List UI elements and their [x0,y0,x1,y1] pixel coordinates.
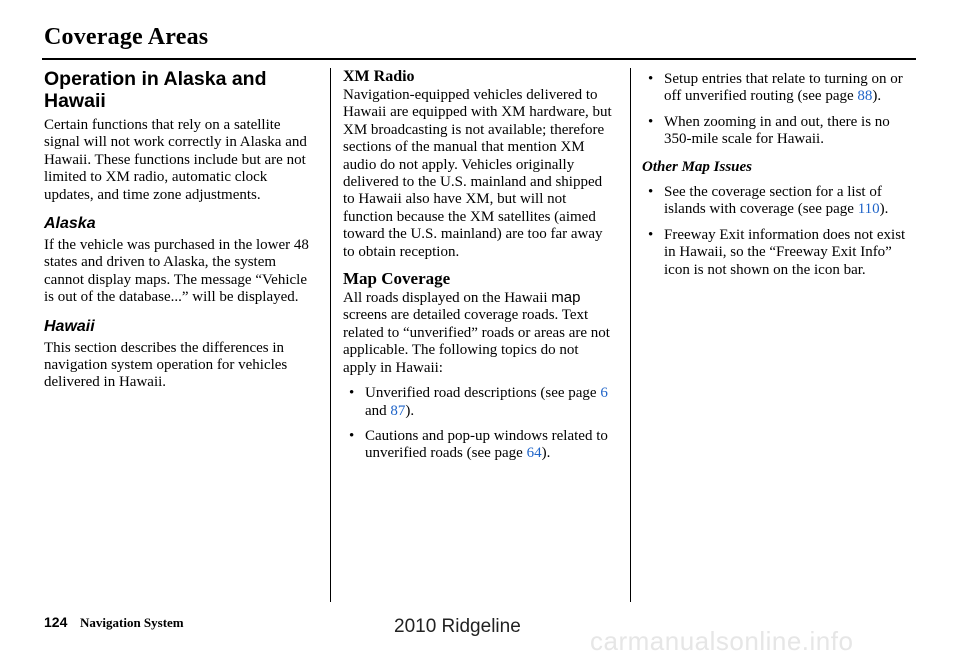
list-item: • See the coverage section for a list of islands with coverage (see page 110). [648,184,889,218]
intro-paragraph: Certain functions that rely on a satellite signal will not work correctly in Alaska and Hawaii. These functions include but are not limited to XM radio, automatic clock updates, and time zone adjustments. [44,117,307,203]
column-divider [330,68,331,602]
page-link[interactable]: 64 [526,445,542,462]
list-item: • Unverified road descriptions (see page 6 and 87). [349,385,608,419]
other-issues-list [642,184,914,279]
page-link[interactable]: 110 [857,201,880,218]
section-heading-line1: Operation in Alaska and [44,68,267,90]
column-1 [44,68,316,392]
xm-radio-paragraph: Navigation-equipped vehicles delivered to Hawaii are equipped with XM hardware, but XM broadcasting is not available; therefore sections of the manual that mention XM audio do not apply. Vehicles originally delivered to the U.S. mainland and shipped to Hawaii also have XM, but will not function because the XM satellites (aimed toward the U.S. mainland) are too far away to obtain reception. [343,87,612,260]
other-map-issues-heading: Other Map Issues [642,158,753,175]
xm-radio-heading: XM Radio [343,68,415,85]
model-watermark: 2010 Ridgeline [394,616,521,637]
section-heading [44,68,316,112]
alaska-paragraph: If the vehicle was purchased in the lower 48 states and driven to Alaska, the system cannot display maps. The message “Vehicle is out of the database...” will be displayed. [44,237,309,306]
section-heading-line2: Hawaii [44,90,106,112]
column-3 [642,68,914,287]
list-item: • When zooming in and out, there is no 350-mile scale for Hawaii. [648,113,890,148]
page-link[interactable]: 88 [857,88,873,105]
topic-list [343,385,615,463]
column-divider [630,68,631,602]
hawaii-heading: Hawaii [44,317,95,335]
topic-list-continued [642,71,914,149]
site-watermark: carmanualsonline.info [590,626,854,656]
list-item: • Setup entries that relate to turning on or off unverified routing (see page 88). [648,71,903,105]
page-link[interactable]: 87 [390,402,406,419]
header-rule [42,58,916,60]
page-title: Coverage Areas [44,24,209,50]
column-2 [343,68,615,471]
map-coverage-paragraph: All roads displayed on the Hawaii map screens are detailed coverage roads. Text related to “unverified” roads or areas are not applicable. The following topics do not apply in Hawaii: [343,289,610,376]
map-coverage-heading: Map Coverage [343,269,451,289]
alaska-heading: Alaska [44,215,96,233]
list-item: • Freeway Exit information does not exist in Hawaii, so the “Freeway Exit Info” icon is not shown on the icon bar. [648,226,906,278]
page-number: 124 [44,614,68,630]
list-item: • Cautions and pop-up windows related to unverified roads (see page 64). [349,427,608,462]
manual-name: Navigation System [80,615,184,630]
page-link[interactable]: 6 [600,385,608,402]
hawaii-paragraph: This section describes the differences in navigation system operation for vehicles delivered in Hawaii. [44,339,288,391]
